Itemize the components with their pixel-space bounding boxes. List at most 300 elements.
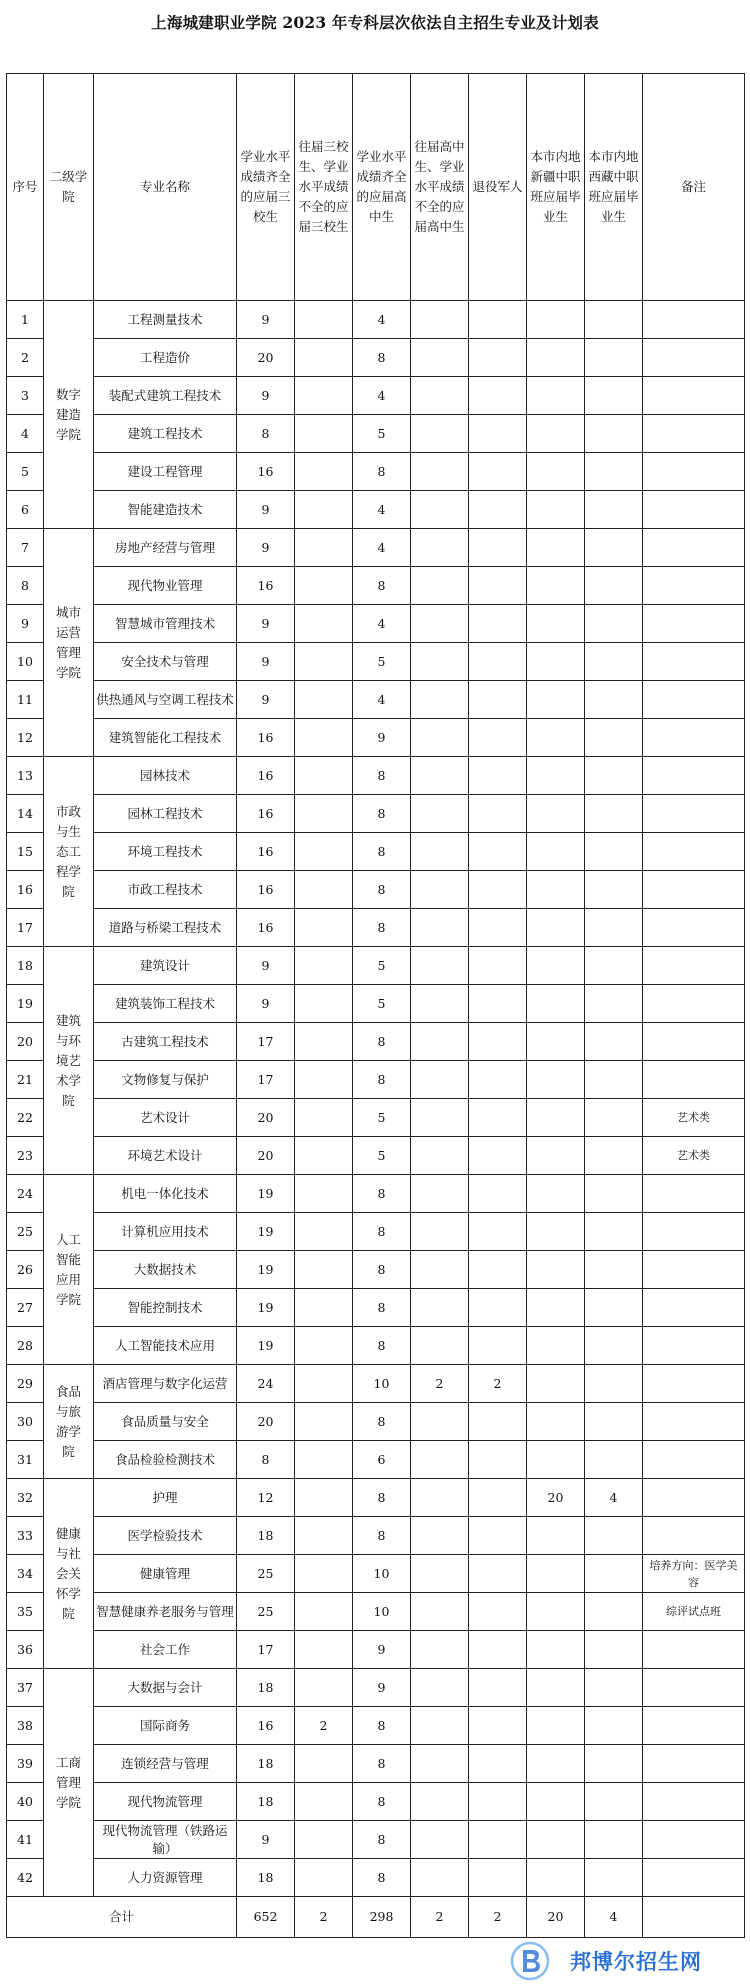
quota-cell: 4 bbox=[353, 605, 411, 643]
row-number-cell: 11 bbox=[7, 681, 44, 719]
quota-cell bbox=[585, 529, 643, 567]
quota-cell bbox=[527, 1441, 585, 1479]
quota-cell bbox=[411, 833, 469, 871]
remark-cell bbox=[643, 1023, 745, 1061]
quota-cell bbox=[469, 453, 527, 491]
quota-cell bbox=[585, 1137, 643, 1175]
college-cell: 数字建造学院 bbox=[44, 301, 94, 529]
row-number-cell: 14 bbox=[7, 795, 44, 833]
quota-cell bbox=[527, 1289, 585, 1327]
quota-cell: 8 bbox=[353, 1061, 411, 1099]
quota-cell bbox=[527, 643, 585, 681]
row-number-cell: 19 bbox=[7, 985, 44, 1023]
major-name-cell: 艺术设计 bbox=[94, 1099, 237, 1137]
row-number-cell: 35 bbox=[7, 1593, 44, 1631]
quota-cell bbox=[527, 377, 585, 415]
remark-cell bbox=[643, 1859, 745, 1897]
quota-cell bbox=[295, 1669, 353, 1707]
row-number-cell: 7 bbox=[7, 529, 44, 567]
quota-cell bbox=[411, 301, 469, 339]
quota-cell: 8 bbox=[353, 1289, 411, 1327]
quota-cell bbox=[585, 1365, 643, 1403]
quota-cell bbox=[411, 415, 469, 453]
major-name-cell: 酒店管理与数字化运营 bbox=[94, 1365, 237, 1403]
major-name-cell: 环境工程技术 bbox=[94, 833, 237, 871]
quota-cell bbox=[295, 415, 353, 453]
quota-cell bbox=[411, 1327, 469, 1365]
quota-cell: 2 bbox=[411, 1365, 469, 1403]
quota-cell bbox=[469, 681, 527, 719]
major-name-cell: 智能建造技术 bbox=[94, 491, 237, 529]
quota-cell bbox=[295, 453, 353, 491]
table-row bbox=[7, 833, 745, 871]
row-number-cell: 32 bbox=[7, 1479, 44, 1517]
column-header: 往届三校生、学业水平成绩不全的应届三校生 bbox=[295, 74, 353, 301]
quota-cell bbox=[527, 415, 585, 453]
quota-cell bbox=[585, 567, 643, 605]
quota-cell: 8 bbox=[353, 1707, 411, 1745]
quota-cell bbox=[527, 719, 585, 757]
quota-cell bbox=[411, 1479, 469, 1517]
quota-cell bbox=[411, 1707, 469, 1745]
quota-cell bbox=[469, 339, 527, 377]
quota-cell bbox=[411, 1061, 469, 1099]
total-label: 合计 bbox=[7, 1897, 237, 1938]
quota-cell: 5 bbox=[353, 643, 411, 681]
table-row bbox=[7, 1783, 745, 1821]
quota-cell bbox=[295, 643, 353, 681]
quota-cell bbox=[527, 795, 585, 833]
quota-cell bbox=[295, 1783, 353, 1821]
quota-cell bbox=[411, 1099, 469, 1137]
quota-cell: 8 bbox=[353, 795, 411, 833]
quota-cell bbox=[585, 871, 643, 909]
quota-cell bbox=[411, 1821, 469, 1859]
table-row bbox=[7, 1441, 745, 1479]
quota-cell bbox=[469, 947, 527, 985]
quota-cell bbox=[411, 1213, 469, 1251]
table-row bbox=[7, 1251, 745, 1289]
remark-cell bbox=[643, 1517, 745, 1555]
table-row bbox=[7, 1403, 745, 1441]
quota-cell: 12 bbox=[237, 1479, 295, 1517]
table-row bbox=[7, 605, 745, 643]
quota-cell bbox=[469, 1783, 527, 1821]
quota-cell bbox=[295, 681, 353, 719]
college-cell: 健康与社会关怀学院 bbox=[44, 1479, 94, 1669]
quota-cell bbox=[411, 1669, 469, 1707]
quota-cell bbox=[295, 871, 353, 909]
quota-cell bbox=[585, 947, 643, 985]
row-number-cell: 27 bbox=[7, 1289, 44, 1327]
quota-cell bbox=[411, 1517, 469, 1555]
remark-cell bbox=[643, 985, 745, 1023]
quota-cell bbox=[585, 909, 643, 947]
major-name-cell: 建筑设计 bbox=[94, 947, 237, 985]
major-name-cell: 现代物业管理 bbox=[94, 567, 237, 605]
quota-cell bbox=[585, 1707, 643, 1745]
quota-cell bbox=[469, 1517, 527, 1555]
quota-cell: 5 bbox=[353, 415, 411, 453]
quota-cell bbox=[527, 757, 585, 795]
quota-cell: 8 bbox=[353, 1213, 411, 1251]
quota-cell bbox=[527, 1555, 585, 1593]
table-row bbox=[7, 1365, 745, 1403]
table-row bbox=[7, 529, 745, 567]
major-name-cell: 健康管理 bbox=[94, 1555, 237, 1593]
quota-cell bbox=[585, 1289, 643, 1327]
row-number-cell: 18 bbox=[7, 947, 44, 985]
quota-cell bbox=[411, 985, 469, 1023]
row-number-cell: 40 bbox=[7, 1783, 44, 1821]
remark-cell bbox=[643, 1327, 745, 1365]
major-name-cell: 市政工程技术 bbox=[94, 871, 237, 909]
quota-cell: 4 bbox=[353, 491, 411, 529]
quota-cell bbox=[295, 1099, 353, 1137]
row-number-cell: 2 bbox=[7, 339, 44, 377]
quota-cell: 19 bbox=[237, 1327, 295, 1365]
total-value-cell: 2 bbox=[469, 1897, 527, 1938]
major-name-cell: 智慧城市管理技术 bbox=[94, 605, 237, 643]
quota-cell bbox=[527, 1669, 585, 1707]
quota-cell bbox=[585, 491, 643, 529]
quota-cell bbox=[295, 529, 353, 567]
quota-cell: 20 bbox=[527, 1479, 585, 1517]
row-number-cell: 13 bbox=[7, 757, 44, 795]
remark-cell bbox=[643, 1479, 745, 1517]
quota-cell bbox=[527, 567, 585, 605]
quota-cell: 8 bbox=[353, 1517, 411, 1555]
table-row bbox=[7, 1859, 745, 1897]
quota-cell bbox=[585, 377, 643, 415]
quota-cell bbox=[411, 1289, 469, 1327]
major-name-cell: 建筑装饰工程技术 bbox=[94, 985, 237, 1023]
quota-cell bbox=[469, 377, 527, 415]
quota-cell bbox=[295, 1213, 353, 1251]
quota-cell: 10 bbox=[353, 1555, 411, 1593]
quota-cell bbox=[585, 795, 643, 833]
quota-cell: 8 bbox=[353, 339, 411, 377]
remark-cell bbox=[643, 871, 745, 909]
quota-cell: 16 bbox=[237, 1707, 295, 1745]
quota-cell: 24 bbox=[237, 1365, 295, 1403]
remark-cell bbox=[643, 795, 745, 833]
quota-cell bbox=[585, 985, 643, 1023]
remark-cell bbox=[643, 301, 745, 339]
quota-cell bbox=[411, 339, 469, 377]
quota-cell: 9 bbox=[237, 491, 295, 529]
quota-cell bbox=[411, 1023, 469, 1061]
quota-cell: 19 bbox=[237, 1289, 295, 1327]
remark-cell bbox=[643, 529, 745, 567]
quota-cell: 8 bbox=[353, 1821, 411, 1859]
quota-cell bbox=[527, 605, 585, 643]
quota-cell bbox=[295, 1555, 353, 1593]
major-name-cell: 大数据技术 bbox=[94, 1251, 237, 1289]
quota-cell bbox=[469, 1251, 527, 1289]
quota-cell bbox=[585, 643, 643, 681]
quota-cell bbox=[585, 833, 643, 871]
b-logo-icon bbox=[512, 1943, 548, 1979]
quota-cell bbox=[295, 491, 353, 529]
college-cell: 食品与旅游学院 bbox=[44, 1365, 94, 1479]
table-row bbox=[7, 301, 745, 339]
quota-cell bbox=[585, 1441, 643, 1479]
quota-cell bbox=[527, 1783, 585, 1821]
quota-cell bbox=[411, 947, 469, 985]
quota-cell bbox=[295, 1175, 353, 1213]
quota-cell bbox=[411, 871, 469, 909]
table-row bbox=[7, 909, 745, 947]
remark-cell: 综评试点班 bbox=[643, 1593, 745, 1631]
quota-cell bbox=[295, 1821, 353, 1859]
row-number-cell: 1 bbox=[7, 301, 44, 339]
column-header: 备注 bbox=[643, 74, 745, 301]
quota-cell bbox=[527, 1821, 585, 1859]
quota-cell bbox=[469, 1327, 527, 1365]
quota-cell bbox=[469, 643, 527, 681]
quota-cell: 19 bbox=[237, 1175, 295, 1213]
quota-cell bbox=[469, 1023, 527, 1061]
quota-cell bbox=[585, 1251, 643, 1289]
quota-cell: 6 bbox=[353, 1441, 411, 1479]
row-number-cell: 6 bbox=[7, 491, 44, 529]
quota-cell bbox=[469, 871, 527, 909]
row-number-cell: 39 bbox=[7, 1745, 44, 1783]
quota-cell bbox=[585, 1517, 643, 1555]
quota-cell bbox=[585, 301, 643, 339]
major-name-cell: 连锁经营与管理 bbox=[94, 1745, 237, 1783]
major-name-cell: 智能控制技术 bbox=[94, 1289, 237, 1327]
quota-cell bbox=[295, 1745, 353, 1783]
quota-cell bbox=[295, 1365, 353, 1403]
quota-cell: 8 bbox=[353, 1175, 411, 1213]
quota-cell bbox=[585, 1099, 643, 1137]
table-row bbox=[7, 1669, 745, 1707]
row-number-cell: 38 bbox=[7, 1707, 44, 1745]
quota-cell bbox=[295, 985, 353, 1023]
quota-cell bbox=[295, 567, 353, 605]
remark-cell bbox=[643, 909, 745, 947]
quota-cell bbox=[411, 567, 469, 605]
major-name-cell: 园林技术 bbox=[94, 757, 237, 795]
quota-cell: 18 bbox=[237, 1745, 295, 1783]
quota-cell bbox=[585, 1555, 643, 1593]
remark-cell bbox=[643, 605, 745, 643]
remark-cell bbox=[643, 339, 745, 377]
quota-cell: 9 bbox=[237, 643, 295, 681]
total-value-cell: 2 bbox=[295, 1897, 353, 1938]
remark-cell bbox=[643, 1631, 745, 1669]
remark-cell bbox=[643, 1175, 745, 1213]
row-number-cell: 5 bbox=[7, 453, 44, 491]
quota-cell bbox=[469, 757, 527, 795]
quota-cell bbox=[527, 1631, 585, 1669]
quota-cell: 9 bbox=[237, 947, 295, 985]
quota-cell bbox=[411, 1403, 469, 1441]
row-number-cell: 23 bbox=[7, 1137, 44, 1175]
quota-cell bbox=[585, 1403, 643, 1441]
row-number-cell: 24 bbox=[7, 1175, 44, 1213]
table-row bbox=[7, 1745, 745, 1783]
quota-cell bbox=[411, 1745, 469, 1783]
major-name-cell: 环境艺术设计 bbox=[94, 1137, 237, 1175]
quota-cell: 18 bbox=[237, 1783, 295, 1821]
college-cell: 市政与生态工程学院 bbox=[44, 757, 94, 947]
column-header: 往届高中生、学业水平成绩不全的应届高中生 bbox=[411, 74, 469, 301]
quota-cell: 20 bbox=[237, 1137, 295, 1175]
quota-cell: 4 bbox=[353, 377, 411, 415]
row-number-cell: 10 bbox=[7, 643, 44, 681]
quota-cell bbox=[469, 1707, 527, 1745]
quota-cell bbox=[295, 1403, 353, 1441]
major-name-cell: 文物修复与保护 bbox=[94, 1061, 237, 1099]
major-name-cell: 计算机应用技术 bbox=[94, 1213, 237, 1251]
quota-cell bbox=[469, 1061, 527, 1099]
quota-cell bbox=[585, 757, 643, 795]
total-value-cell: 2 bbox=[411, 1897, 469, 1938]
quota-cell: 16 bbox=[237, 871, 295, 909]
remark-cell bbox=[643, 491, 745, 529]
quota-cell bbox=[295, 1327, 353, 1365]
quota-cell: 9 bbox=[237, 985, 295, 1023]
quota-cell: 25 bbox=[237, 1555, 295, 1593]
column-header: 二级学院 bbox=[44, 74, 94, 301]
quota-cell: 10 bbox=[353, 1365, 411, 1403]
major-name-cell: 人工智能技术应用 bbox=[94, 1327, 237, 1365]
column-header: 学业水平成绩齐全的应届三校生 bbox=[237, 74, 295, 301]
quota-cell: 4 bbox=[353, 529, 411, 567]
remark-cell bbox=[643, 719, 745, 757]
column-header: 本市内地新疆中职班应届毕业生 bbox=[527, 74, 585, 301]
total-value-cell bbox=[643, 1897, 745, 1938]
quota-cell: 9 bbox=[353, 719, 411, 757]
quota-cell bbox=[469, 1403, 527, 1441]
remark-cell bbox=[643, 643, 745, 681]
major-name-cell: 医学检验技术 bbox=[94, 1517, 237, 1555]
quota-cell bbox=[295, 1593, 353, 1631]
remark-cell bbox=[643, 1251, 745, 1289]
quota-cell: 4 bbox=[585, 1479, 643, 1517]
table-row bbox=[7, 377, 745, 415]
quota-cell: 20 bbox=[237, 339, 295, 377]
quota-cell: 16 bbox=[237, 909, 295, 947]
quota-cell: 5 bbox=[353, 1137, 411, 1175]
total-value-cell: 652 bbox=[237, 1897, 295, 1938]
quota-cell bbox=[527, 453, 585, 491]
major-name-cell: 园林工程技术 bbox=[94, 795, 237, 833]
row-number-cell: 12 bbox=[7, 719, 44, 757]
quota-cell: 16 bbox=[237, 453, 295, 491]
quota-cell: 8 bbox=[353, 1251, 411, 1289]
table-row bbox=[7, 1479, 745, 1517]
quota-cell bbox=[411, 1555, 469, 1593]
quota-cell bbox=[585, 681, 643, 719]
page-title: 上海城建职业学院 2023 年专科层次依法自主招生专业及计划表 bbox=[151, 13, 599, 32]
quota-cell bbox=[527, 1061, 585, 1099]
major-name-cell: 工程造价 bbox=[94, 339, 237, 377]
quota-cell bbox=[469, 985, 527, 1023]
total-value-cell: 298 bbox=[353, 1897, 411, 1938]
column-header: 专业名称 bbox=[94, 74, 237, 301]
table-row bbox=[7, 1023, 745, 1061]
quota-cell: 18 bbox=[237, 1669, 295, 1707]
quota-cell bbox=[411, 605, 469, 643]
quota-cell: 19 bbox=[237, 1251, 295, 1289]
quota-cell bbox=[295, 605, 353, 643]
row-number-cell: 21 bbox=[7, 1061, 44, 1099]
remark-cell bbox=[643, 757, 745, 795]
quota-cell bbox=[585, 1859, 643, 1897]
quota-cell bbox=[411, 1593, 469, 1631]
header-row bbox=[7, 74, 745, 301]
quota-cell bbox=[411, 1175, 469, 1213]
table-row bbox=[7, 1289, 745, 1327]
quota-cell bbox=[527, 1707, 585, 1745]
quota-cell bbox=[469, 1137, 527, 1175]
table-row bbox=[7, 1517, 745, 1555]
remark-cell bbox=[643, 1745, 745, 1783]
remark-cell bbox=[643, 1669, 745, 1707]
quota-cell: 16 bbox=[237, 719, 295, 757]
quota-cell bbox=[585, 1745, 643, 1783]
quota-cell bbox=[295, 1251, 353, 1289]
table-row bbox=[7, 1821, 745, 1859]
quota-cell: 8 bbox=[353, 833, 411, 871]
row-number-cell: 25 bbox=[7, 1213, 44, 1251]
quota-cell bbox=[469, 1745, 527, 1783]
remark-cell bbox=[643, 833, 745, 871]
quota-cell bbox=[295, 301, 353, 339]
quota-cell bbox=[295, 1061, 353, 1099]
quota-cell: 8 bbox=[353, 1783, 411, 1821]
major-name-cell: 供热通风与空调工程技术 bbox=[94, 681, 237, 719]
quota-cell bbox=[469, 795, 527, 833]
table-row bbox=[7, 1137, 745, 1175]
quota-cell bbox=[469, 415, 527, 453]
quota-cell bbox=[469, 1289, 527, 1327]
major-name-cell: 工程测量技术 bbox=[94, 301, 237, 339]
college-cell: 建筑与环境艺术学院 bbox=[44, 947, 94, 1175]
quota-cell bbox=[469, 719, 527, 757]
total-row bbox=[7, 1897, 745, 1938]
quota-cell bbox=[585, 1783, 643, 1821]
quota-cell bbox=[411, 795, 469, 833]
quota-cell bbox=[411, 643, 469, 681]
row-number-cell: 22 bbox=[7, 1099, 44, 1137]
major-name-cell: 古建筑工程技术 bbox=[94, 1023, 237, 1061]
quota-cell bbox=[469, 301, 527, 339]
quota-cell: 16 bbox=[237, 833, 295, 871]
table-row bbox=[7, 1213, 745, 1251]
major-name-cell: 食品质量与安全 bbox=[94, 1403, 237, 1441]
quota-cell: 8 bbox=[353, 909, 411, 947]
remark-cell bbox=[643, 1365, 745, 1403]
row-number-cell: 26 bbox=[7, 1251, 44, 1289]
remark-cell bbox=[643, 1061, 745, 1099]
quota-cell bbox=[295, 377, 353, 415]
quota-cell bbox=[295, 1137, 353, 1175]
quota-cell bbox=[585, 1213, 643, 1251]
quota-cell: 4 bbox=[353, 301, 411, 339]
quota-cell: 8 bbox=[353, 1327, 411, 1365]
quota-cell bbox=[585, 415, 643, 453]
major-name-cell: 建设工程管理 bbox=[94, 453, 237, 491]
quota-cell bbox=[527, 1099, 585, 1137]
table-body bbox=[7, 301, 745, 1938]
table-row bbox=[7, 1099, 745, 1137]
quota-cell bbox=[469, 909, 527, 947]
